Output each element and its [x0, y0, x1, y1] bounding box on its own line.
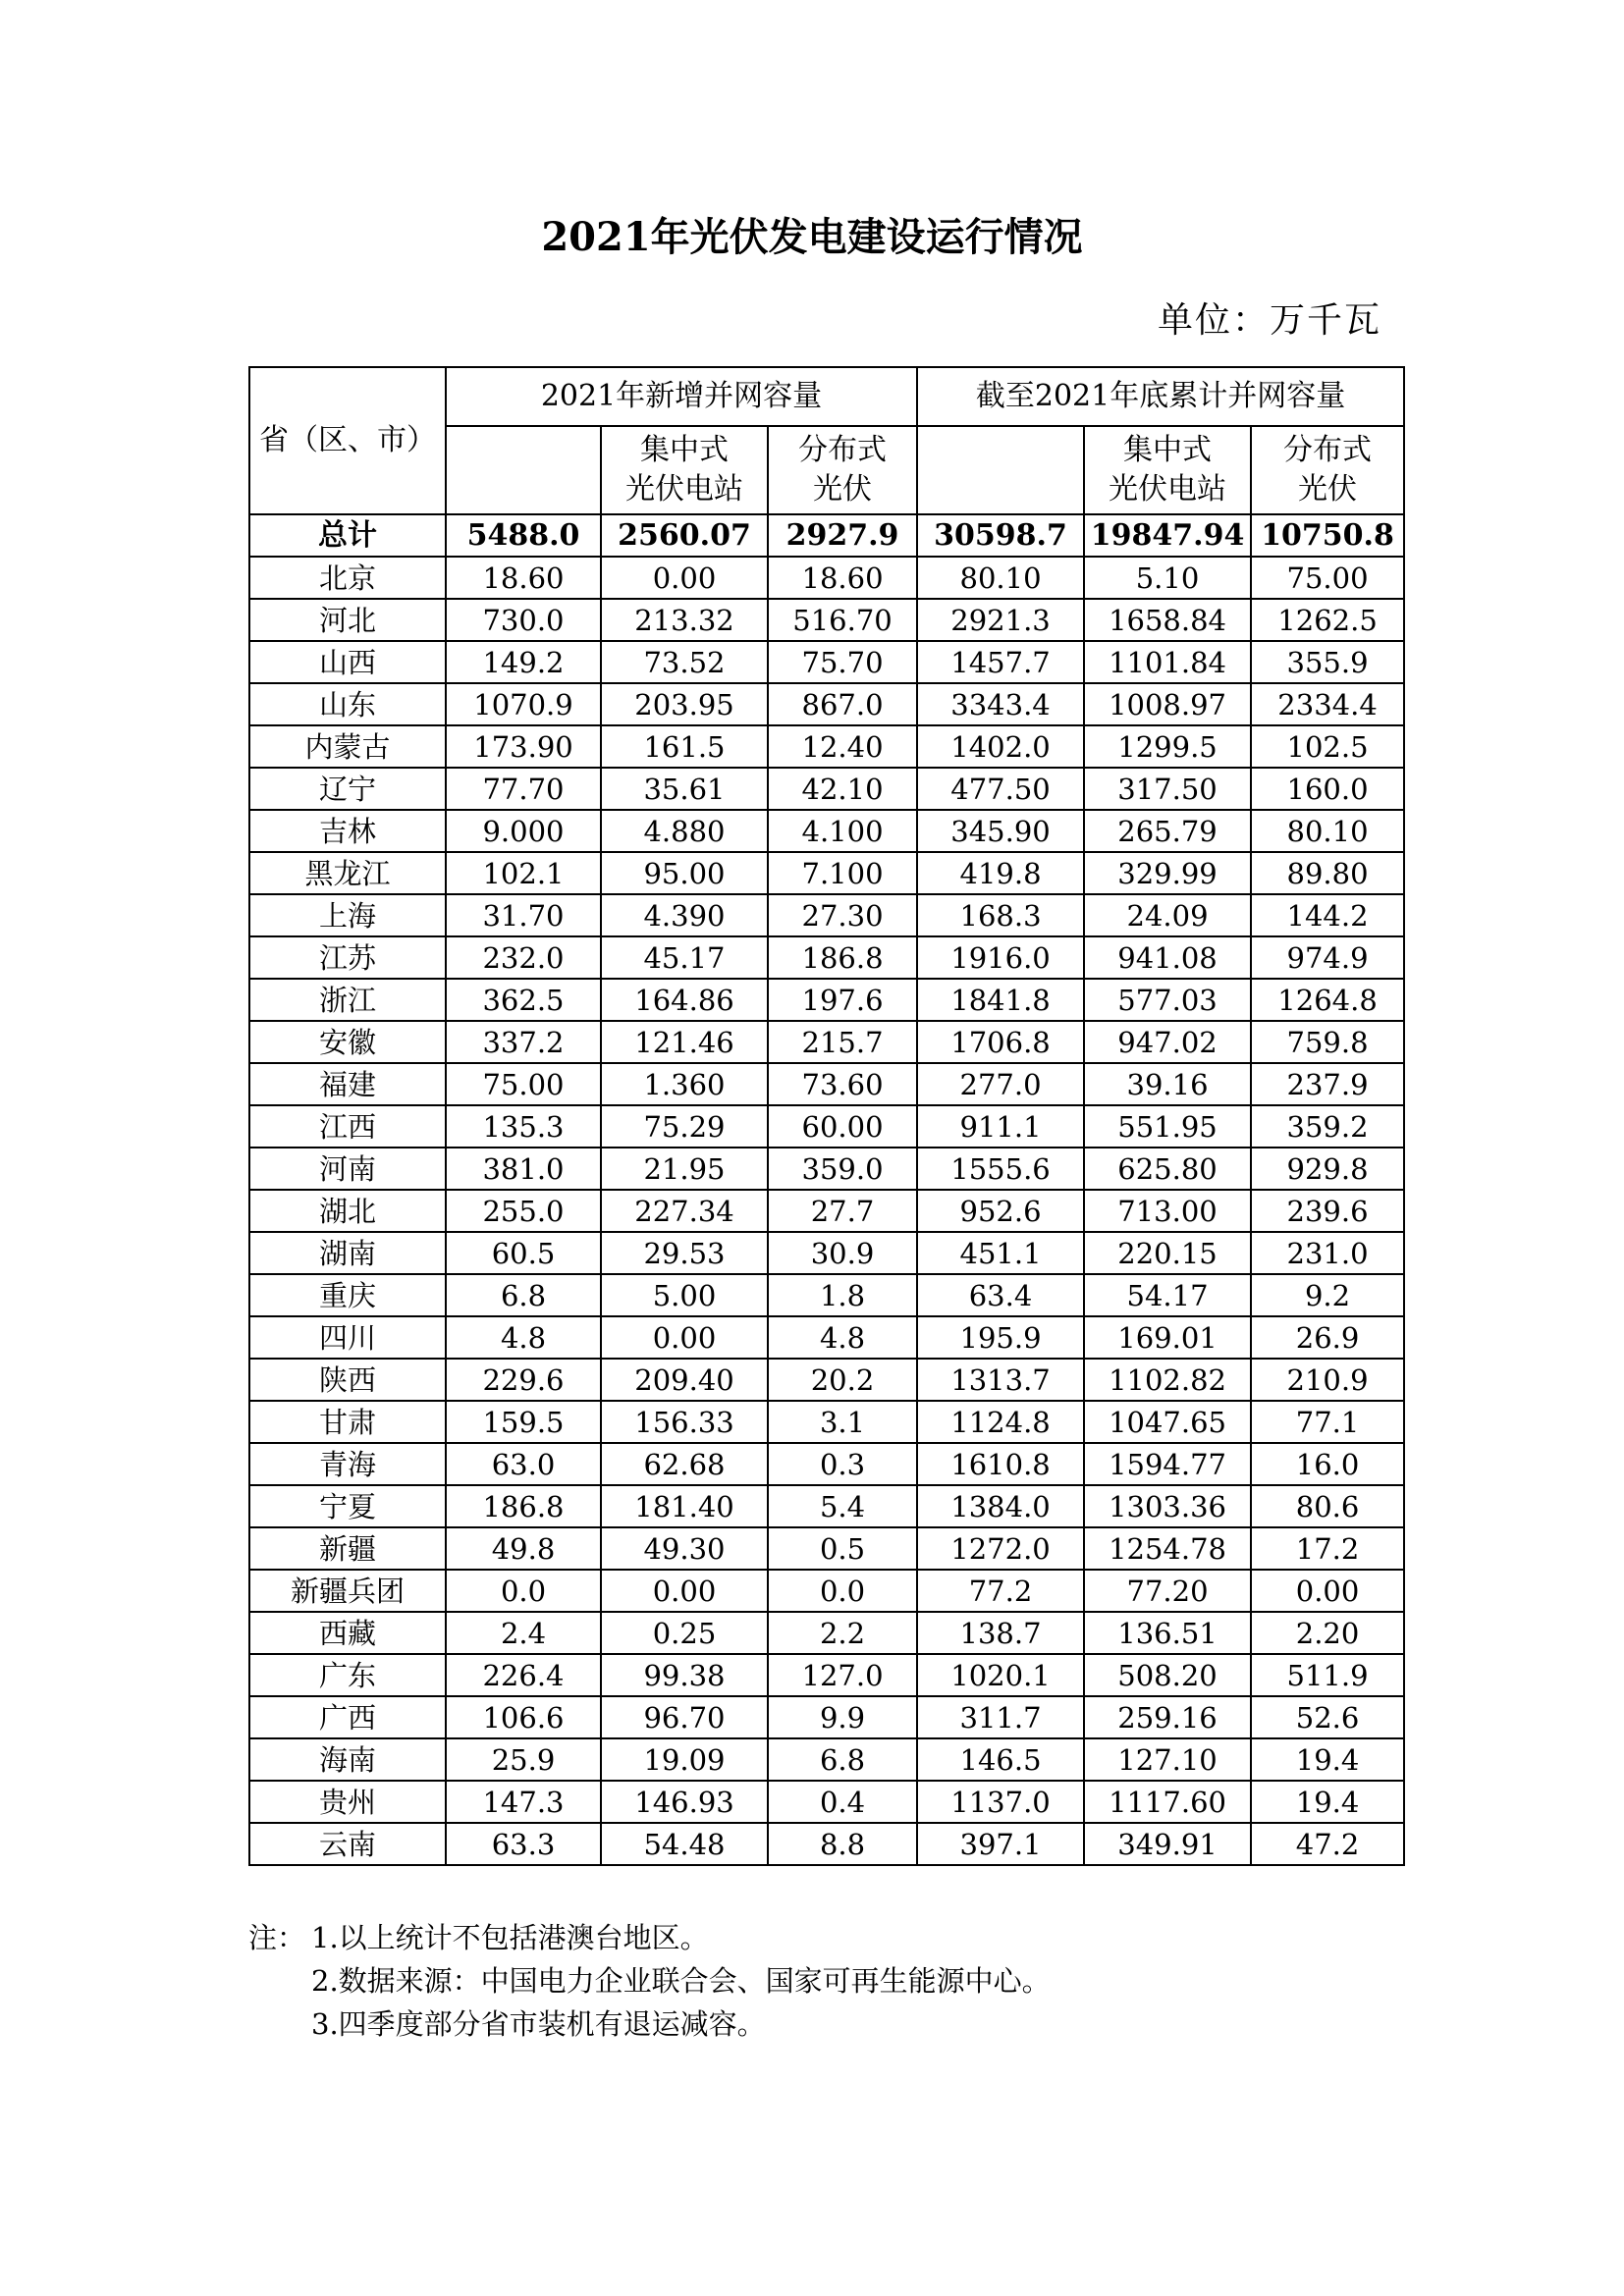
- group-header-cumulative: 截至2021年底累计并网容量: [917, 367, 1404, 426]
- value-cell: 18.60: [768, 557, 917, 599]
- value-cell: 35.61: [601, 768, 768, 810]
- value-cell: 381.0: [446, 1148, 601, 1190]
- value-cell: 1.360: [601, 1063, 768, 1105]
- table-row: [249, 1021, 1404, 1063]
- value-cell: 209.40: [601, 1359, 768, 1401]
- province-name: 四川: [249, 1316, 446, 1359]
- value-cell: 195.9: [917, 1316, 1084, 1359]
- table-row: [249, 979, 1404, 1021]
- value-cell: 1384.0: [917, 1485, 1084, 1527]
- value-cell: 397.1: [917, 1823, 1084, 1865]
- value-cell: 9.2: [1251, 1274, 1404, 1316]
- value-cell: 47.2: [1251, 1823, 1404, 1865]
- value-cell: 0.25: [601, 1612, 768, 1654]
- province-name: 内蒙古: [249, 725, 446, 768]
- value-cell: 42.10: [768, 768, 917, 810]
- value-cell: 19.4: [1251, 1738, 1404, 1781]
- table-header-row-1: [249, 367, 1404, 426]
- value-cell: 277.0: [917, 1063, 1084, 1105]
- sub-header-cell: [917, 426, 1084, 514]
- province-name: 山东: [249, 683, 446, 725]
- province-name: 广东: [249, 1654, 446, 1696]
- note-text: 3.四季度部分省市装机有退运减容。: [311, 2007, 766, 2041]
- table-row: [249, 1401, 1404, 1443]
- value-cell: 6.8: [446, 1274, 601, 1316]
- value-cell: 106.6: [446, 1696, 601, 1738]
- value-cell: 19.09: [601, 1738, 768, 1781]
- value-cell: 345.90: [917, 810, 1084, 852]
- value-cell: 21.95: [601, 1148, 768, 1190]
- sub-header-cell: 分布式 光伏: [1251, 426, 1404, 514]
- value-cell: 4.880: [601, 810, 768, 852]
- value-cell: 1658.84: [1084, 599, 1251, 641]
- value-cell: 62.68: [601, 1443, 768, 1485]
- value-cell: 0.5: [768, 1527, 917, 1570]
- value-cell: 49.30: [601, 1527, 768, 1570]
- total-cell: 30598.7: [917, 514, 1084, 557]
- sub-header-cell: 集中式 光伏电站: [601, 426, 768, 514]
- value-cell: 577.03: [1084, 979, 1251, 1021]
- value-cell: 1137.0: [917, 1781, 1084, 1823]
- value-cell: 75.29: [601, 1105, 768, 1148]
- value-cell: 0.3: [768, 1443, 917, 1485]
- province-name: 贵州: [249, 1781, 446, 1823]
- value-cell: 1916.0: [917, 936, 1084, 979]
- value-cell: 96.70: [601, 1696, 768, 1738]
- value-cell: 80.10: [917, 557, 1084, 599]
- value-cell: 1706.8: [917, 1021, 1084, 1063]
- value-cell: 355.9: [1251, 641, 1404, 683]
- value-cell: 52.6: [1251, 1696, 1404, 1738]
- value-cell: 0.00: [601, 557, 768, 599]
- table-row: [249, 683, 1404, 725]
- table-row: [249, 1148, 1404, 1190]
- table-row: [249, 1781, 1404, 1823]
- value-cell: 1264.8: [1251, 979, 1404, 1021]
- value-cell: 1070.9: [446, 683, 601, 725]
- table-row: [249, 1696, 1404, 1738]
- value-cell: 75.00: [446, 1063, 601, 1105]
- value-cell: 713.00: [1084, 1190, 1251, 1232]
- value-cell: 451.1: [917, 1232, 1084, 1274]
- province-name: 浙江: [249, 979, 446, 1021]
- province-name: 湖北: [249, 1190, 446, 1232]
- sub-header-cell: 分布式 光伏: [768, 426, 917, 514]
- value-cell: 1610.8: [917, 1443, 1084, 1485]
- table-row: [249, 1823, 1404, 1865]
- value-cell: 77.1: [1251, 1401, 1404, 1443]
- value-cell: 73.60: [768, 1063, 917, 1105]
- value-cell: 1117.60: [1084, 1781, 1251, 1823]
- value-cell: 138.7: [917, 1612, 1084, 1654]
- province-name: 新疆: [249, 1527, 446, 1570]
- value-cell: 1124.8: [917, 1401, 1084, 1443]
- value-cell: 551.95: [1084, 1105, 1251, 1148]
- note-2: [248, 1959, 1051, 2002]
- value-cell: 173.90: [446, 725, 601, 768]
- value-cell: 147.3: [446, 1781, 601, 1823]
- value-cell: 3.1: [768, 1401, 917, 1443]
- value-cell: 197.6: [768, 979, 917, 1021]
- value-cell: 27.30: [768, 894, 917, 936]
- value-cell: 974.9: [1251, 936, 1404, 979]
- value-cell: 9.9: [768, 1696, 917, 1738]
- value-cell: 730.0: [446, 599, 601, 641]
- value-cell: 1020.1: [917, 1654, 1084, 1696]
- value-cell: 4.8: [446, 1316, 601, 1359]
- note-text: 2.数据来源：中国电力企业联合会、国家可再生能源中心。: [311, 1964, 1051, 1998]
- value-cell: 1303.36: [1084, 1485, 1251, 1527]
- value-cell: 60.00: [768, 1105, 917, 1148]
- province-name: 广西: [249, 1696, 446, 1738]
- value-cell: 26.9: [1251, 1316, 1404, 1359]
- value-cell: 149.2: [446, 641, 601, 683]
- value-cell: 18.60: [446, 557, 601, 599]
- value-cell: 5.4: [768, 1485, 917, 1527]
- total-cell: 19847.94: [1084, 514, 1251, 557]
- note-3: [248, 2002, 1051, 2046]
- province-name: 云南: [249, 1823, 446, 1865]
- value-cell: 27.7: [768, 1190, 917, 1232]
- note-1: [248, 1916, 1051, 1959]
- value-cell: 226.4: [446, 1654, 601, 1696]
- value-cell: 1841.8: [917, 979, 1084, 1021]
- table-row: [249, 1612, 1404, 1654]
- value-cell: 186.8: [768, 936, 917, 979]
- table-row: [249, 852, 1404, 894]
- value-cell: 0.0: [446, 1570, 601, 1612]
- province-name: 湖南: [249, 1232, 446, 1274]
- value-cell: 127.10: [1084, 1738, 1251, 1781]
- table-row: [249, 599, 1404, 641]
- table-row: [249, 768, 1404, 810]
- value-cell: 1272.0: [917, 1527, 1084, 1570]
- value-cell: 239.6: [1251, 1190, 1404, 1232]
- value-cell: 1101.84: [1084, 641, 1251, 683]
- value-cell: 0.00: [601, 1316, 768, 1359]
- value-cell: 0.0: [768, 1570, 917, 1612]
- province-name: 青海: [249, 1443, 446, 1485]
- value-cell: 229.6: [446, 1359, 601, 1401]
- province-name: 陕西: [249, 1359, 446, 1401]
- value-cell: 311.7: [917, 1696, 1084, 1738]
- value-cell: 24.09: [1084, 894, 1251, 936]
- value-cell: 17.2: [1251, 1527, 1404, 1570]
- value-cell: 911.1: [917, 1105, 1084, 1148]
- value-cell: 160.0: [1251, 768, 1404, 810]
- table-row: [249, 1654, 1404, 1696]
- value-cell: 359.2: [1251, 1105, 1404, 1148]
- value-cell: 1402.0: [917, 725, 1084, 768]
- table-row: [249, 1485, 1404, 1527]
- value-cell: 19.4: [1251, 1781, 1404, 1823]
- value-cell: 127.0: [768, 1654, 917, 1696]
- value-cell: 30.9: [768, 1232, 917, 1274]
- table-row: [249, 810, 1404, 852]
- value-cell: 80.10: [1251, 810, 1404, 852]
- value-cell: 2334.4: [1251, 683, 1404, 725]
- table-row: [249, 936, 1404, 979]
- value-cell: 0.00: [601, 1570, 768, 1612]
- table-row: [249, 1232, 1404, 1274]
- capacity-table: [248, 366, 1405, 1866]
- province-name: 福建: [249, 1063, 446, 1105]
- value-cell: 9.000: [446, 810, 601, 852]
- unit-label: 单位：万千瓦: [1157, 300, 1381, 341]
- value-cell: 49.8: [446, 1527, 601, 1570]
- value-cell: 237.9: [1251, 1063, 1404, 1105]
- total-cell: 10750.8: [1251, 514, 1404, 557]
- table-row: [249, 1316, 1404, 1359]
- value-cell: 164.86: [601, 979, 768, 1021]
- table-row: [249, 1190, 1404, 1232]
- value-cell: 169.01: [1084, 1316, 1251, 1359]
- table-row: [249, 557, 1404, 599]
- value-cell: 1457.7: [917, 641, 1084, 683]
- province-name: 北京: [249, 557, 446, 599]
- value-cell: 1.8: [768, 1274, 917, 1316]
- value-cell: 80.6: [1251, 1485, 1404, 1527]
- table-row: [249, 1274, 1404, 1316]
- total-cell: 2927.9: [768, 514, 917, 557]
- value-cell: 168.3: [917, 894, 1084, 936]
- value-cell: 16.0: [1251, 1443, 1404, 1485]
- value-cell: 213.32: [601, 599, 768, 641]
- value-cell: 75.00: [1251, 557, 1404, 599]
- value-cell: 2.2: [768, 1612, 917, 1654]
- value-cell: 1102.82: [1084, 1359, 1251, 1401]
- value-cell: 181.40: [601, 1485, 768, 1527]
- notes: [248, 1916, 1051, 2046]
- province-name: 甘肃: [249, 1401, 446, 1443]
- table-row: [249, 641, 1404, 683]
- value-cell: 102.5: [1251, 725, 1404, 768]
- value-cell: 54.17: [1084, 1274, 1251, 1316]
- value-cell: 146.93: [601, 1781, 768, 1823]
- value-cell: 102.1: [446, 852, 601, 894]
- value-cell: 1047.65: [1084, 1401, 1251, 1443]
- value-cell: 203.95: [601, 683, 768, 725]
- value-cell: 4.8: [768, 1316, 917, 1359]
- value-cell: 1555.6: [917, 1148, 1084, 1190]
- page-title: 2021年光伏发电建设运行情况: [541, 214, 1083, 260]
- value-cell: 161.5: [601, 725, 768, 768]
- value-cell: 232.0: [446, 936, 601, 979]
- value-cell: 39.16: [1084, 1063, 1251, 1105]
- value-cell: 2.20: [1251, 1612, 1404, 1654]
- sub-header-cell: 集中式 光伏电站: [1084, 426, 1251, 514]
- province-name: 山西: [249, 641, 446, 683]
- value-cell: 29.53: [601, 1232, 768, 1274]
- province-name: 黑龙江: [249, 852, 446, 894]
- value-cell: 135.3: [446, 1105, 601, 1148]
- province-name: 河北: [249, 599, 446, 641]
- value-cell: 2.4: [446, 1612, 601, 1654]
- value-cell: 25.9: [446, 1738, 601, 1781]
- value-cell: 60.5: [446, 1232, 601, 1274]
- sub-header-cell: [446, 426, 601, 514]
- province-name: 重庆: [249, 1274, 446, 1316]
- value-cell: 54.48: [601, 1823, 768, 1865]
- value-cell: 259.16: [1084, 1696, 1251, 1738]
- table-row: [249, 1738, 1404, 1781]
- province-name: 西藏: [249, 1612, 446, 1654]
- value-cell: 1008.97: [1084, 683, 1251, 725]
- value-cell: 8.8: [768, 1823, 917, 1865]
- value-cell: 952.6: [917, 1190, 1084, 1232]
- value-cell: 77.2: [917, 1570, 1084, 1612]
- value-cell: 4.100: [768, 810, 917, 852]
- value-cell: 144.2: [1251, 894, 1404, 936]
- province-name: 吉林: [249, 810, 446, 852]
- value-cell: 265.79: [1084, 810, 1251, 852]
- table-row: [249, 1105, 1404, 1148]
- table-row: [249, 1570, 1404, 1612]
- province-name: 辽宁: [249, 768, 446, 810]
- value-cell: 77.20: [1084, 1570, 1251, 1612]
- value-cell: 95.00: [601, 852, 768, 894]
- province-header: 省（区、市）: [249, 367, 446, 514]
- province-name: 河南: [249, 1148, 446, 1190]
- province-name: 安徽: [249, 1021, 446, 1063]
- value-cell: 1299.5: [1084, 725, 1251, 768]
- table-row: [249, 1063, 1404, 1105]
- value-cell: 516.70: [768, 599, 917, 641]
- total-cell: 5488.0: [446, 514, 601, 557]
- value-cell: 6.8: [768, 1738, 917, 1781]
- value-cell: 146.5: [917, 1738, 1084, 1781]
- table-row: [249, 894, 1404, 936]
- province-name: 江苏: [249, 936, 446, 979]
- total-label: 总计: [249, 514, 446, 557]
- value-cell: 1313.7: [917, 1359, 1084, 1401]
- value-cell: 210.9: [1251, 1359, 1404, 1401]
- province-name: 海南: [249, 1738, 446, 1781]
- value-cell: 1254.78: [1084, 1527, 1251, 1570]
- value-cell: 215.7: [768, 1021, 917, 1063]
- value-cell: 63.0: [446, 1443, 601, 1485]
- table-row: [249, 725, 1404, 768]
- value-cell: 255.0: [446, 1190, 601, 1232]
- province-name: 上海: [249, 894, 446, 936]
- value-cell: 947.02: [1084, 1021, 1251, 1063]
- value-cell: 75.70: [768, 641, 917, 683]
- total-row: [249, 514, 1404, 557]
- value-cell: 231.0: [1251, 1232, 1404, 1274]
- value-cell: 136.51: [1084, 1612, 1251, 1654]
- value-cell: 329.99: [1084, 852, 1251, 894]
- value-cell: 4.390: [601, 894, 768, 936]
- value-cell: 867.0: [768, 683, 917, 725]
- value-cell: 89.80: [1251, 852, 1404, 894]
- value-cell: 419.8: [917, 852, 1084, 894]
- value-cell: 12.40: [768, 725, 917, 768]
- note-text: 1.以上统计不包括港澳台地区。: [311, 1921, 709, 1954]
- total-cell: 2560.07: [601, 514, 768, 557]
- value-cell: 1262.5: [1251, 599, 1404, 641]
- group-header-new: 2021年新增并网容量: [446, 367, 917, 426]
- value-cell: 31.70: [446, 894, 601, 936]
- value-cell: 73.52: [601, 641, 768, 683]
- value-cell: 941.08: [1084, 936, 1251, 979]
- value-cell: 186.8: [446, 1485, 601, 1527]
- value-cell: 317.50: [1084, 768, 1251, 810]
- value-cell: 45.17: [601, 936, 768, 979]
- province-name: 江西: [249, 1105, 446, 1148]
- value-cell: 3343.4: [917, 683, 1084, 725]
- value-cell: 359.0: [768, 1148, 917, 1190]
- value-cell: 477.50: [917, 768, 1084, 810]
- value-cell: 63.4: [917, 1274, 1084, 1316]
- table-row: [249, 1527, 1404, 1570]
- value-cell: 511.9: [1251, 1654, 1404, 1696]
- value-cell: 220.15: [1084, 1232, 1251, 1274]
- value-cell: 227.34: [601, 1190, 768, 1232]
- value-cell: 5.10: [1084, 557, 1251, 599]
- province-name: 宁夏: [249, 1485, 446, 1527]
- value-cell: 159.5: [446, 1401, 601, 1443]
- table-row: [249, 1359, 1404, 1401]
- value-cell: 156.33: [601, 1401, 768, 1443]
- value-cell: 99.38: [601, 1654, 768, 1696]
- value-cell: 508.20: [1084, 1654, 1251, 1696]
- value-cell: 63.3: [446, 1823, 601, 1865]
- value-cell: 121.46: [601, 1021, 768, 1063]
- value-cell: 1594.77: [1084, 1443, 1251, 1485]
- value-cell: 7.100: [768, 852, 917, 894]
- note-label: 注：: [248, 1921, 306, 1954]
- value-cell: 337.2: [446, 1021, 601, 1063]
- value-cell: 0.4: [768, 1781, 917, 1823]
- value-cell: 0.00: [1251, 1570, 1404, 1612]
- value-cell: 625.80: [1084, 1148, 1251, 1190]
- value-cell: 929.8: [1251, 1148, 1404, 1190]
- value-cell: 759.8: [1251, 1021, 1404, 1063]
- table-row: [249, 1443, 1404, 1485]
- value-cell: 77.70: [446, 768, 601, 810]
- value-cell: 20.2: [768, 1359, 917, 1401]
- value-cell: 362.5: [446, 979, 601, 1021]
- value-cell: 349.91: [1084, 1823, 1251, 1865]
- value-cell: 5.00: [601, 1274, 768, 1316]
- province-name: 新疆兵团: [249, 1570, 446, 1612]
- value-cell: 2921.3: [917, 599, 1084, 641]
